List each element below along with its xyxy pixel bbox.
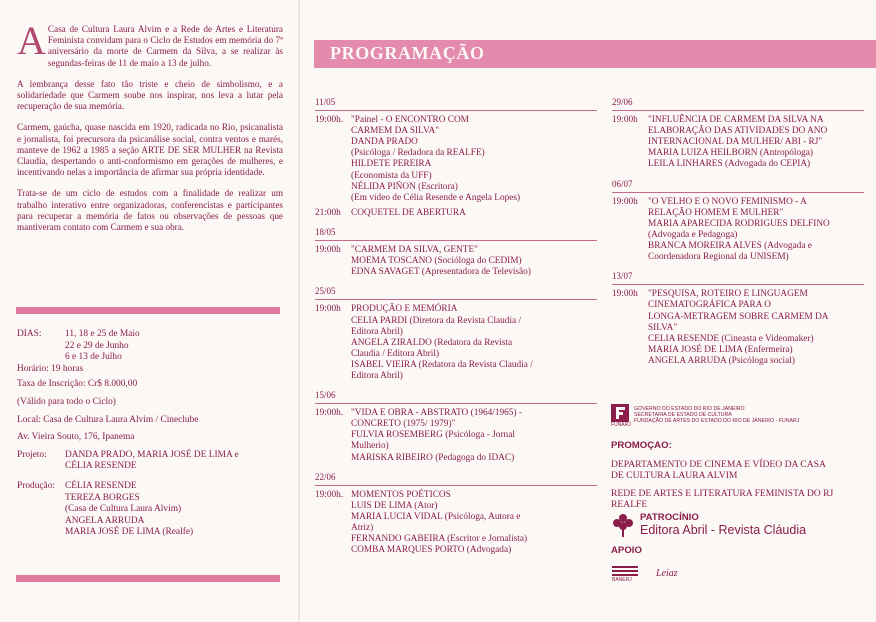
promocao-org-1: DEPARTAMENTO DE CINEMA E VÍDEO DA CASA DE CULTURA LAURA ALVIM	[611, 459, 826, 481]
event-time: 19:00h.	[315, 115, 344, 126]
schedule-event	[315, 115, 597, 204]
event-line: PRODUÇÃO E MEMÓRIA	[351, 304, 458, 315]
date-rule	[315, 240, 597, 241]
apoio-logo-2: Leiaz	[656, 568, 678, 579]
event-time: 19:00h	[612, 115, 638, 126]
event-line: HILDETE PEREIRA	[351, 159, 432, 170]
event-line: EDNA SAVAGET (Apresentadora de Televisão)	[351, 267, 531, 278]
divider-bar-top	[16, 307, 280, 314]
producao-row	[17, 481, 287, 493]
schedule-event	[315, 490, 597, 557]
programacao-title: PROGRAMAÇÃO	[330, 43, 485, 63]
event-line: Editora Abril)	[351, 370, 403, 381]
schedule-date: 25/05	[315, 286, 336, 297]
apoio-logo-1: BANERJ	[612, 577, 632, 583]
projeto-row	[17, 450, 287, 462]
event-line: ELABORAÇÃO DAS ATIVIDADES DO ANO	[648, 126, 828, 137]
schedule-column-2	[612, 97, 864, 371]
event-line: CELIA PARDI (Diretora da Revista Claudia /	[351, 315, 522, 326]
taxa-validade: (Válido para todo o Ciclo)	[17, 396, 116, 407]
event-line: LEILA LINHARES (Advogada do CEPIA)	[648, 159, 811, 170]
event-time: 19:00h	[612, 289, 638, 300]
programacao-header	[314, 40, 876, 68]
dias-value-3: 6 e 13 de Julho	[65, 352, 122, 363]
producao-value-2: TEREZA BORGES	[65, 492, 140, 503]
event-line: FULVIA ROSEMBERG (Psicóloga - Jornal	[351, 430, 515, 441]
event-line: Editora Abril)	[351, 326, 403, 337]
projeto-value-1: DANDA PRADO, MARIA JOSÉ DE LIMA e	[65, 449, 239, 460]
event-line: MARISKA RIBEIRO (Pedagoga do IDAC)	[351, 452, 515, 463]
event-time: 19:00h	[612, 196, 638, 207]
schedule-date: 11/05	[315, 97, 336, 107]
schedule-date: 06/07	[612, 178, 633, 189]
dias-row	[17, 329, 287, 341]
intro-paragraph-4: Trata-se de um ciclo de estudos com a finalidade de realizar um trabalho interativo entre organizadoras, conferencistas e participantes para recuperar a memória de fatos ou observações de pessoas que mantiveram contato com Carmem e sua obra.	[17, 188, 283, 233]
schedule-event	[315, 408, 597, 463]
event-line: "Painel - O ENCONTRO COM	[351, 115, 469, 126]
schedule-event	[315, 304, 597, 382]
event-line: (Em vídeo de Célia Resende e Angela Lopes)	[351, 192, 521, 203]
schedule-event	[315, 208, 597, 219]
event-line: MOMENTOS POÉTICOS	[351, 489, 451, 500]
event-line: COQUETEL DE ABERTURA	[351, 207, 466, 218]
date-rule	[612, 192, 864, 193]
taxa-inscricao: Taxa de Inscrição: Cr$ 8.000,00	[17, 379, 138, 390]
event-details	[351, 208, 466, 219]
banerj-logo-icon	[612, 565, 638, 577]
projeto-label: Projeto:	[17, 449, 47, 460]
event-line: BRANCA MOREIRA ALVES (Advogada e	[648, 241, 812, 252]
event-details	[351, 304, 533, 382]
event-line: DANDA PRADO	[351, 137, 418, 148]
event-line: ANGELA ZIRALDO (Redatora da Revista	[351, 337, 513, 348]
intro-paragraph-1: A Casa de Cultura Laura Alvim e a Rede de Artes e Literatura Feminista convidam para o Ciclo de Estudos em memória do 7º aniversário da morte de Carmem da Silva, a se realizar às segundas-feiras de 11 de maio a 13 de julho.	[17, 18, 283, 68]
apoio-label: APOIO	[611, 545, 642, 556]
event-details	[351, 408, 522, 463]
event-line: ANGELA ARRUDA (Psicóloga social)	[648, 355, 795, 366]
schedule-event	[612, 197, 864, 264]
producao-label: Produção:	[17, 480, 56, 491]
event-details	[351, 490, 527, 557]
abril-tree-icon	[611, 512, 635, 538]
dias-value-2: 22 e 29 de Junho	[65, 340, 129, 351]
event-time: 21:00h	[315, 207, 341, 218]
dias-label: DIAS:	[17, 329, 42, 339]
event-line: MARIA LUIZA HEILBORN (Antropóloga)	[648, 148, 814, 159]
projeto-value-2: CÉLIA RESENDE	[65, 461, 137, 472]
funarj-label: FUNARJ	[611, 422, 631, 428]
event-line: MARIA LUCIA VIDAL (Psicóloga, Autora e	[351, 511, 521, 522]
event-line: Coordenadora Regional da UNISEM)	[648, 252, 789, 263]
endereco: Av. Vieira Souto, 176, Ipanema	[17, 432, 135, 443]
event-line: CELIA RESENDE (Cineasta e Videomaker)	[648, 333, 814, 344]
schedule-date: 18/05	[315, 226, 336, 237]
intro-paragraph-3: Carmem, gaúcha, quase nascida em 1920, radicada no Rio, psicanalista e jornalista, foi precursora da psicanálise social, contra ventos e marés, manteve de 1962 a 1985 a seção ARTE DE SER MULHER na Revista Claudia, despertando o anti-conformismo em gerações de mulheres, e incentivando nelas a importância de afirmar sua própria identidade.	[17, 122, 283, 178]
event-line: CONCRETO (1975/ 1979)"	[351, 419, 456, 430]
event-line: "VIDA E OBRA - ABSTRATO (1964/1965) -	[351, 408, 522, 419]
event-line: SILVA"	[648, 322, 678, 333]
schedule-event	[612, 289, 864, 367]
event-line: MARIA JOSÉ DE LIMA (Enfermeira)	[648, 344, 793, 355]
event-line: LONGA-METRAGEM SOBRE CARMEM DA	[648, 311, 829, 322]
event-time: 19:00h	[315, 304, 341, 315]
producao-value-1: CÉLIA RESENDE	[65, 480, 137, 491]
schedule-date: 13/07	[612, 271, 633, 282]
dias-value-1: 11, 18 e 25 de Maio	[65, 329, 140, 339]
event-line: INTERNACIONAL DA MULHER/ ABI - RJ"	[648, 137, 823, 148]
funarj-logo-icon	[611, 404, 629, 422]
schedule-date: 15/06	[315, 390, 336, 401]
patrocinio-label: PATROCÍNIO	[640, 512, 699, 523]
event-line: RELAÇÃO HOMEM E MULHER"	[648, 207, 784, 218]
event-details	[648, 197, 830, 264]
event-time: 19:00h	[315, 245, 341, 256]
event-line: "O VELHO E O NOVO FEMINISMO - A	[648, 196, 807, 207]
date-rule	[315, 110, 597, 111]
event-line: NÉLIDA PIÑON (Escritora)	[351, 181, 458, 192]
event-details	[648, 289, 829, 367]
date-rule	[612, 284, 864, 285]
divider-bar-bottom	[16, 575, 280, 582]
schedule-event	[315, 245, 597, 278]
event-line: "INFLUÊNCIA DE CARMEM DA SILVA NA	[648, 115, 824, 126]
event-line: FERNANDO GABEIRA (Escritor e Jornalista)	[351, 534, 528, 545]
event-line: (Advogada e Pedagoga)	[648, 229, 738, 240]
event-line: LUIS DE LIMA (Ator)	[351, 500, 438, 511]
page-fold	[298, 0, 300, 622]
promocao-org-2: REDE DE ARTES E LITERATURA FEMINISTA DO RJ REALFE	[611, 488, 834, 510]
left-panel	[0, 0, 300, 622]
schedule-event	[612, 115, 864, 170]
schedule-date: 22/06	[315, 471, 336, 482]
event-details	[351, 245, 531, 278]
event-line: "PESQUISA, ROTEIRO E LINGUAGEM	[648, 289, 808, 300]
date-rule	[315, 299, 597, 300]
schedule-column-1	[315, 97, 597, 560]
schedule-date: 29/06	[612, 97, 633, 107]
producao-value-3: (Casa de Cultura Laura Alvim)	[65, 504, 182, 515]
intro-text	[17, 18, 283, 243]
horario: Horário: 19 horas	[17, 363, 84, 374]
event-line: MOEMA TOSCANO (Socióloga do CEDIM)	[351, 256, 522, 267]
event-time: 19:00h.	[315, 489, 344, 500]
event-line: COMBA MARQUES PORTO (Advogada)	[351, 545, 512, 556]
producao-value-4: ANGELA ARRUDA	[65, 515, 145, 526]
date-rule	[315, 403, 597, 404]
intro-paragraph-2: A lembrança desse fato tão triste e cheio de simbolismo, e a solidariedade que Carmem soube nos inspirar, nos leva a lutar pela recuperação de sua memória.	[17, 78, 283, 112]
event-line: CARMEM DA SILVA"	[351, 126, 440, 137]
event-line: "CARMEM DA SILVA, GENTE"	[351, 245, 478, 256]
event-line: CINEMATOGRÁFICA PARA O	[648, 300, 771, 311]
drop-cap: A	[17, 18, 46, 63]
event-line: Atriz)	[351, 523, 374, 533]
event-line: (Psicóloga / Redadora da REALFE)	[351, 148, 485, 159]
government-credits: GOVERNO DO ESTADO DO RIO DE JANEIRO SECRETARIA DE ESTADO DE CULTURA FUNDAÇÃO DE ARTES DO ESTADO DO RIO DE JANEIRO - FUNARJ	[634, 406, 800, 424]
event-line: Mulherio)	[351, 441, 389, 452]
date-rule	[315, 485, 597, 486]
local: Local: Casa de Cultura Laura Alvim / Cineclube	[17, 414, 199, 425]
producao-value-5: MARIA JOSÉ DE LIMA (Realfe)	[65, 527, 194, 538]
event-line: (Economista da UFF)	[351, 170, 432, 181]
promocao-label: PROMOÇAO:	[611, 440, 672, 451]
event-details	[648, 115, 827, 170]
event-info	[17, 329, 287, 539]
event-time: 19:00h.	[315, 408, 344, 419]
event-line: MARIA APARECIDA RODRIGUES DELFINO	[648, 218, 830, 229]
date-rule	[612, 110, 864, 111]
patrocinio-sponsor: Editora Abril - Revista Cláudia	[640, 523, 807, 537]
event-line: Claudia / Editora Abril)	[351, 348, 440, 359]
event-details	[351, 115, 520, 204]
event-line: ISABEL VIEIRA (Redatora da Revista Claudia /	[351, 359, 533, 370]
